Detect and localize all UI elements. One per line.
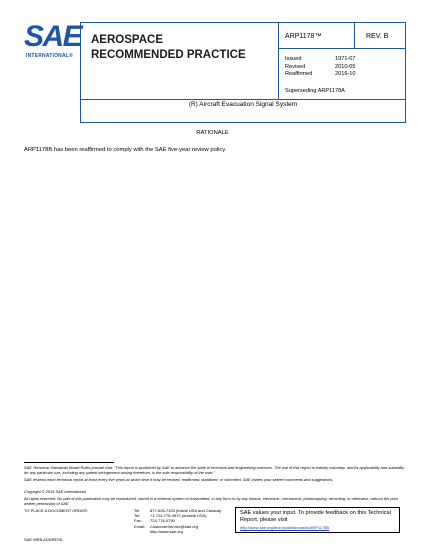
document-type-line2: RECOMMENDED PRACTICE <box>91 49 246 61</box>
footer-notice-usage: SAE Technical Standards Board Rules provide that: "This report is published by SAE to advance the state of technical and engineering sciences. The use of this report is entirely voluntary, and its applicability and suitability for any particular use, including any patent infringement arising therefrom, is the sole responsibility of the user." <box>24 465 405 475</box>
contact-row <box>24 529 221 534</box>
document-title: (R) Aircraft Evacuation Signal System <box>188 101 298 108</box>
revision-label: REV. B <box>366 33 389 40</box>
date-value: 2010-05 <box>335 63 356 70</box>
contact-value: 877-606-7323 (inside USA and Canada) <box>150 508 222 513</box>
rationale-heading: RATIONALE <box>196 130 229 136</box>
header-divider-rev <box>354 23 355 49</box>
header-divider-bottom <box>81 99 405 100</box>
superseding-note: Superseding ARP1178A <box>285 88 345 94</box>
logo-mark: SAE <box>24 20 82 53</box>
feedback-text: SAE values your input. To provide feedback on this Technical Report, please visit <box>240 510 391 523</box>
date-row-reaffirmed <box>285 71 356 79</box>
rationale-text: ARP1178B has been reaffirmed to comply with the SAE five-year review policy. <box>24 147 227 153</box>
header-divider-vertical <box>278 23 279 100</box>
order-label: TO PLACE A DOCUMENT ORDER: <box>24 508 88 513</box>
footer-notice-review: SAE reviews each technical report at least every five years at which time it may be revised, reaffirmed, stabilized, or cancelled. SAE invites your written comments and suggestions. <box>24 477 334 482</box>
feedback-box <box>235 507 400 533</box>
sae-logo <box>24 20 82 66</box>
document-type <box>91 33 246 63</box>
contact-email[interactable]: CustomerService@sae.org <box>150 523 199 529</box>
date-value: 2016-10 <box>335 71 356 77</box>
date-row-revised <box>285 64 356 72</box>
document-header <box>80 22 406 123</box>
contact-label: Tel: <box>134 508 141 513</box>
date-label: Revised <box>285 63 306 70</box>
date-label: Reaffirmed <box>285 71 313 77</box>
header-divider-top <box>278 48 405 49</box>
contact-label: Email: <box>134 523 146 529</box>
document-type-line1: AEROSPACE <box>91 34 163 46</box>
footer-rights: All rights reserved. No part of this publication may be reproduced, stored in a retrieval system or transmitted, in any form or by any means, electronic, mechanical, photocopying, recording, or otherwise, without the prior written permission of SAE. <box>24 496 399 506</box>
date-value: 1971-07 <box>335 56 356 62</box>
footer-rule <box>24 462 114 463</box>
contact-label: Tel: <box>134 513 141 519</box>
web-address-label: SAE WEB ADDRESS: <box>24 537 64 542</box>
contact-label: Fax: <box>134 518 142 524</box>
feedback-link[interactable]: http://www.sae.org/technical/standards/ARP1178B <box>240 525 330 530</box>
logo-subtitle: INTERNATIONAL® <box>26 53 73 59</box>
contact-value: +1 724-776-4970 (outside USA) <box>150 513 207 519</box>
order-contacts <box>24 508 221 534</box>
contact-website[interactable]: http://www.sae.org <box>150 528 183 534</box>
document-number: ARP1178™ <box>285 33 322 40</box>
date-label: Issued <box>285 56 302 62</box>
contact-value: 724-776-0790 <box>150 518 175 524</box>
dates-list <box>285 56 356 79</box>
footer-copyright: Copyright © 2016 SAE International <box>24 489 86 494</box>
date-row-issued <box>285 56 356 64</box>
